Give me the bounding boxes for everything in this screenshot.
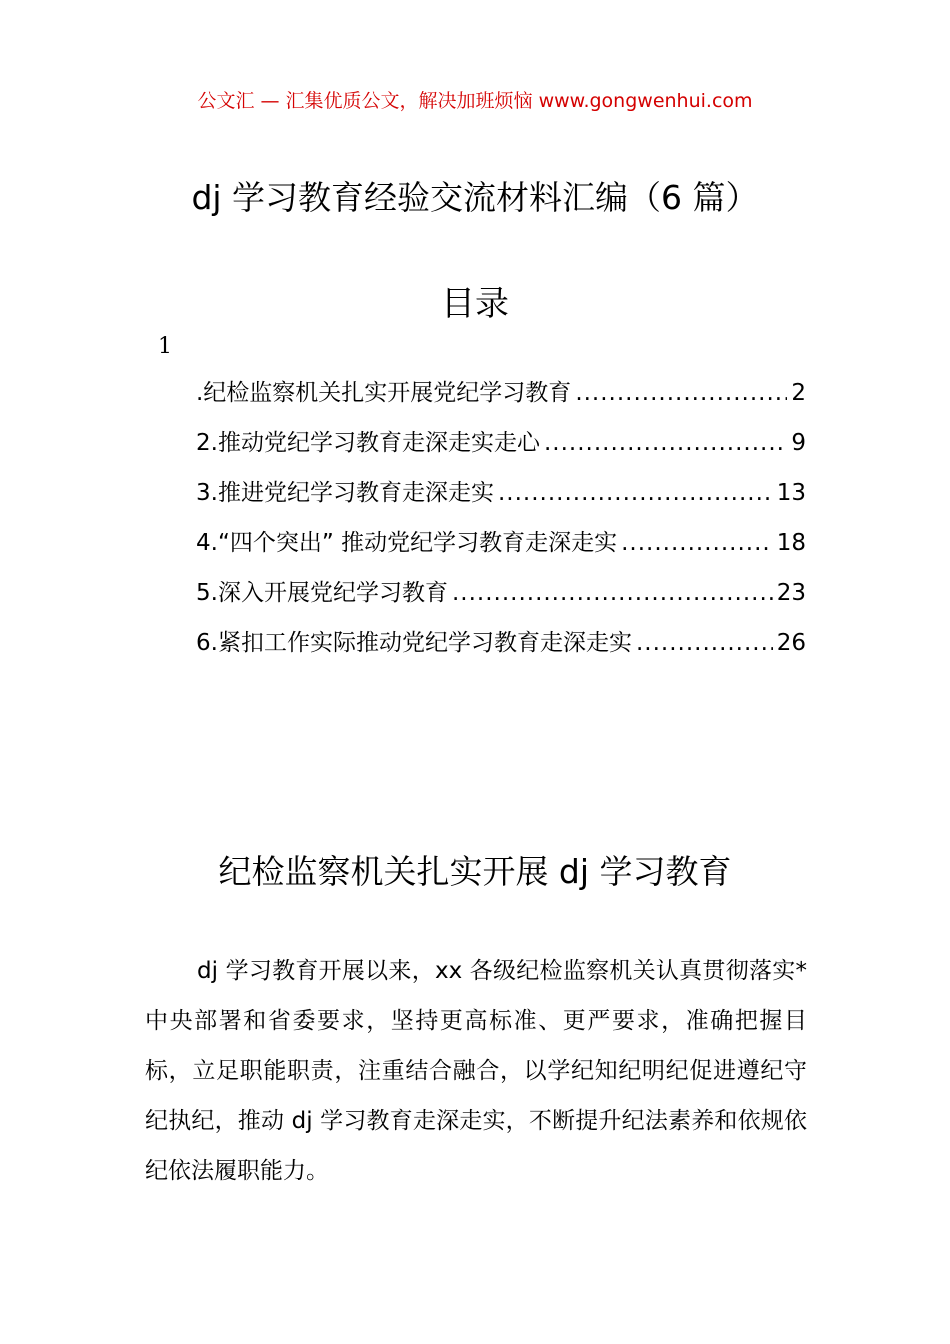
toc-leader-dots — [544, 430, 787, 456]
toc-item-page: 18 — [776, 530, 806, 556]
toc-marker: 1 — [158, 334, 172, 359]
toc-leader-dots — [452, 580, 773, 606]
toc-item[interactable] — [196, 424, 806, 474]
document-title: dj 学习教育经验交流材料汇编（6 篇） — [191, 178, 759, 217]
toc-item-text: 3.推进党纪学习教育走深走实 — [196, 480, 494, 506]
toc-heading: 目录 — [441, 284, 509, 324]
toc-leader-dots — [498, 480, 773, 506]
toc-item[interactable] — [196, 374, 806, 424]
header-banner: 公文汇 — 汇集优质公文，解决加班烦恼 www.gongwenhui.com — [197, 90, 753, 112]
toc-item-text: 2.推动党纪学习教育走深走实走心 — [196, 430, 540, 456]
toc-leader-dots — [621, 530, 773, 556]
toc-item-page: 2 — [791, 380, 806, 406]
toc-item-text: 4.“四个突出” 推动党纪学习教育走深走实 — [196, 530, 618, 556]
toc-item-page: 26 — [776, 630, 806, 656]
toc-item[interactable] — [196, 474, 806, 524]
section-title: 纪检监察机关扎实开展 dj 学习教育 — [218, 852, 732, 891]
toc-item-page: 9 — [791, 430, 806, 456]
body-paragraph: dj 学习教育开展以来，xx 各级纪检监察机关认真贯彻落实*中央部署和省委要求，坚持更高标准、更严要求，准确把握目标，立足职能职责，注重结合融合，以学纪知纪明纪促进遵纪守纪执纪，推动 dj 学习教育走深走实，不断提升纪法素养和依规依纪依法履职能力。 — [145, 958, 807, 1184]
toc-item-page: 13 — [776, 480, 806, 506]
toc-item-text: 6.紧扣工作实际推动党纪学习教育走深走实 — [196, 630, 632, 656]
toc-item-text: .纪检监察机关扎实开展党纪学习教育 — [196, 380, 572, 406]
table-of-contents — [196, 374, 806, 674]
toc-item[interactable] — [196, 624, 806, 674]
toc-item[interactable] — [196, 574, 806, 624]
toc-item-page: 23 — [776, 580, 806, 606]
toc-item[interactable] — [196, 524, 806, 574]
toc-item-text: 5.深入开展党纪学习教育 — [196, 580, 448, 606]
toc-leader-dots — [575, 380, 787, 406]
toc-leader-dots — [636, 630, 773, 656]
